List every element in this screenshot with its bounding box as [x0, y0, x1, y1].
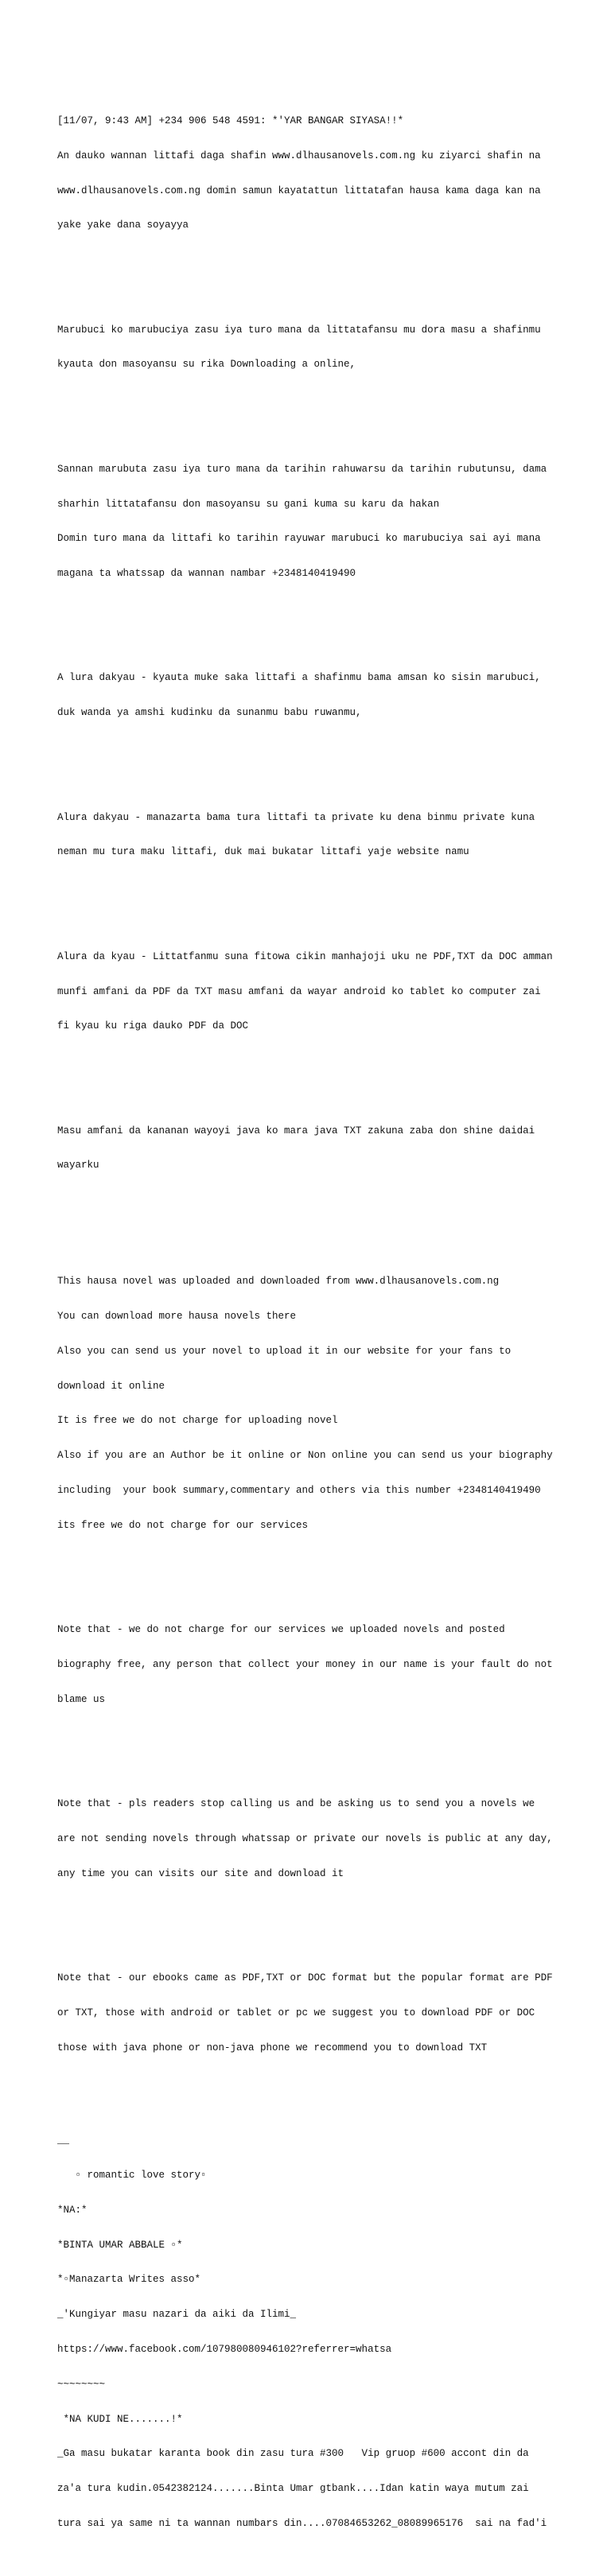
- document-page: [57, 57, 566, 2576]
- paragraph-line: Sannan marubuta zasu iya turo mana da tarihin rahuwarsu da tarihin rubutunsu, dama: [57, 463, 547, 475]
- paragraph-line: Marubuci ko marubuciya zasu iya turo mana da littatafansu mu dora masu a shafinmu: [57, 324, 541, 336]
- paragraph-line: are not sending novels through whatssap or private our novels is public at any day,: [57, 1832, 553, 1844]
- header-block: [57, 92, 566, 254]
- paragraph-line: Also if you are an Author be it online or Non online you can send us your biography: [57, 1450, 553, 1462]
- paragraph-line: Domin turo mana da littafi ko tarihin rayuwar marubuci ko marubuciya sai ayi mana: [57, 533, 541, 545]
- paragraph-line: those with java phone or non-java phone we recommend you to download TXT: [57, 2042, 488, 2053]
- paragraph-line: including your book summary,commentary and others via this number +2348140419490: [57, 1485, 541, 1497]
- story-title-line: *NA KUDI NE.......!*: [57, 2413, 183, 2425]
- tagline-line: _'Kungiyar masu nazari da aiki da Ilimi_: [57, 2309, 297, 2321]
- paragraph-line: Note that - pls readers stop calling us and be asking us to send you a novels we: [57, 1798, 535, 1810]
- payment-note-line: tura sai ya same ni ta wannan numbars din....07084653262_08089965176 sai na fad'i: [57, 2517, 547, 2529]
- author-label-line: *NA:*: [57, 2204, 88, 2216]
- hausa-paragraph-3: [57, 649, 566, 742]
- paragraph-line: Note that - we do not charge for our services we uploaded novels and posted: [57, 1624, 505, 1636]
- paragraph-line: Note that - our ebooks came as PDF,TXT or DOC format but the popular format are PDF: [57, 1972, 553, 1983]
- author-name-line: *BINTA UMAR ABBALE ▫*: [57, 2239, 183, 2251]
- paragraph-line: Alura da kyau - Littatfanmu suna fitowa cikin manhajoji uku ne PDF,TXT da DOC amman: [57, 950, 553, 962]
- paragraph-line: Also you can send us your novel to upload it in our website for your fans to: [57, 1345, 512, 1357]
- english-paragraph-3: [57, 1775, 566, 1903]
- paragraph-line: It is free we do not charge for uploading novel: [57, 1415, 338, 1427]
- english-paragraph-2: [57, 1601, 566, 1729]
- paragraph-line: wayarku: [57, 1160, 99, 1171]
- separator-line: __: [57, 2135, 70, 2147]
- tilde-divider: ~~~~~~~~: [57, 2378, 106, 2390]
- paragraph-line: any time you can visits our site and download it: [57, 1867, 344, 1879]
- paragraph-line: biography free, any person that collect your money in our name is your fault do not: [57, 1658, 553, 1670]
- hausa-paragraph-1: [57, 301, 566, 394]
- paragraph-line: download it online: [57, 1380, 165, 1392]
- story-section: [57, 2112, 566, 2553]
- paragraph-line: munfi amfani da PDF da TXT masu amfani da wayar android ko tablet ko computer zai: [57, 985, 541, 997]
- intro-line: yake yake dana soyayya: [57, 220, 189, 231]
- facebook-link[interactable]: https://www.facebook.com/107980080946102?referrer=whatsa: [57, 2343, 392, 2355]
- payment-note-line: _Ga masu bukatar karanta book din zasu tura #300 Vip gruop #600 accont din da: [57, 2448, 529, 2460]
- intro-line: An dauko wannan littafi daga shafin www.dlhausanovels.com.ng ku ziyarci shafin na: [57, 150, 541, 161]
- paragraph-line: This hausa novel was uploaded and downloaded from www.dlhausanovels.com.ng: [57, 1276, 500, 1288]
- english-paragraph-1: [57, 1253, 566, 1554]
- paragraph-line: sharhin littatafansu don masoyansu su gani kuma su karu da hakan: [57, 498, 440, 510]
- paragraph-line: fi kyau ku riga dauko PDF da DOC: [57, 1020, 249, 1032]
- paragraph-line: kyauta don masoyansu su rika Downloading a online,: [57, 359, 356, 371]
- paragraph-line: You can download more hausa novels there: [57, 1311, 297, 1323]
- paragraph-line: blame us: [57, 1693, 106, 1705]
- hausa-paragraph-2: [57, 441, 566, 603]
- paragraph-line: or TXT, those with android or tablet or pc we suggest you to download PDF or DOC: [57, 2007, 535, 2018]
- paragraph-line: A lura dakyau - kyauta muke saka littafi a shafinmu bama amsan ko sisin marubuci,: [57, 672, 541, 684]
- hausa-paragraph-4: [57, 788, 566, 881]
- genre-line: ▫ romantic love story▫: [57, 2170, 207, 2182]
- publisher-line: *▫Manazarta Writes asso*: [57, 2274, 201, 2286]
- hausa-paragraph-6: [57, 1102, 566, 1195]
- hausa-paragraph-5: [57, 928, 566, 1056]
- paragraph-line: its free we do not charge for our services: [57, 1519, 309, 1531]
- payment-note-line: za'a tura kudin.0542382124.......Binta Umar gtbank....Idan katin waya mutum zai: [57, 2483, 529, 2495]
- paragraph-line: duk wanda ya amshi kudinku da sunanmu babu ruwanmu,: [57, 707, 362, 719]
- paragraph-line: Alura dakyau - manazarta bama tura littafi ta private ku dena binmu private kuna: [57, 811, 535, 823]
- english-paragraph-4: [57, 1949, 566, 2077]
- paragraph-line: neman mu tura maku littafi, duk mai bukatar littafi yaje website namu: [57, 846, 469, 858]
- paragraph-line: magana ta whatssap da wannan nambar +2348140419490: [57, 568, 356, 580]
- intro-line: www.dlhausanovels.com.ng domin samun kayatattun littatafan hausa kama daga kan na: [57, 185, 541, 196]
- message-header-line: [11/07, 9:43 AM] +234 906 548 4591: *'YAR BANGAR SIYASA!!*: [57, 115, 404, 126]
- paragraph-line: Masu amfani da kananan wayoyi java ko mara java TXT zakuna zaba don shine daidai: [57, 1125, 535, 1136]
